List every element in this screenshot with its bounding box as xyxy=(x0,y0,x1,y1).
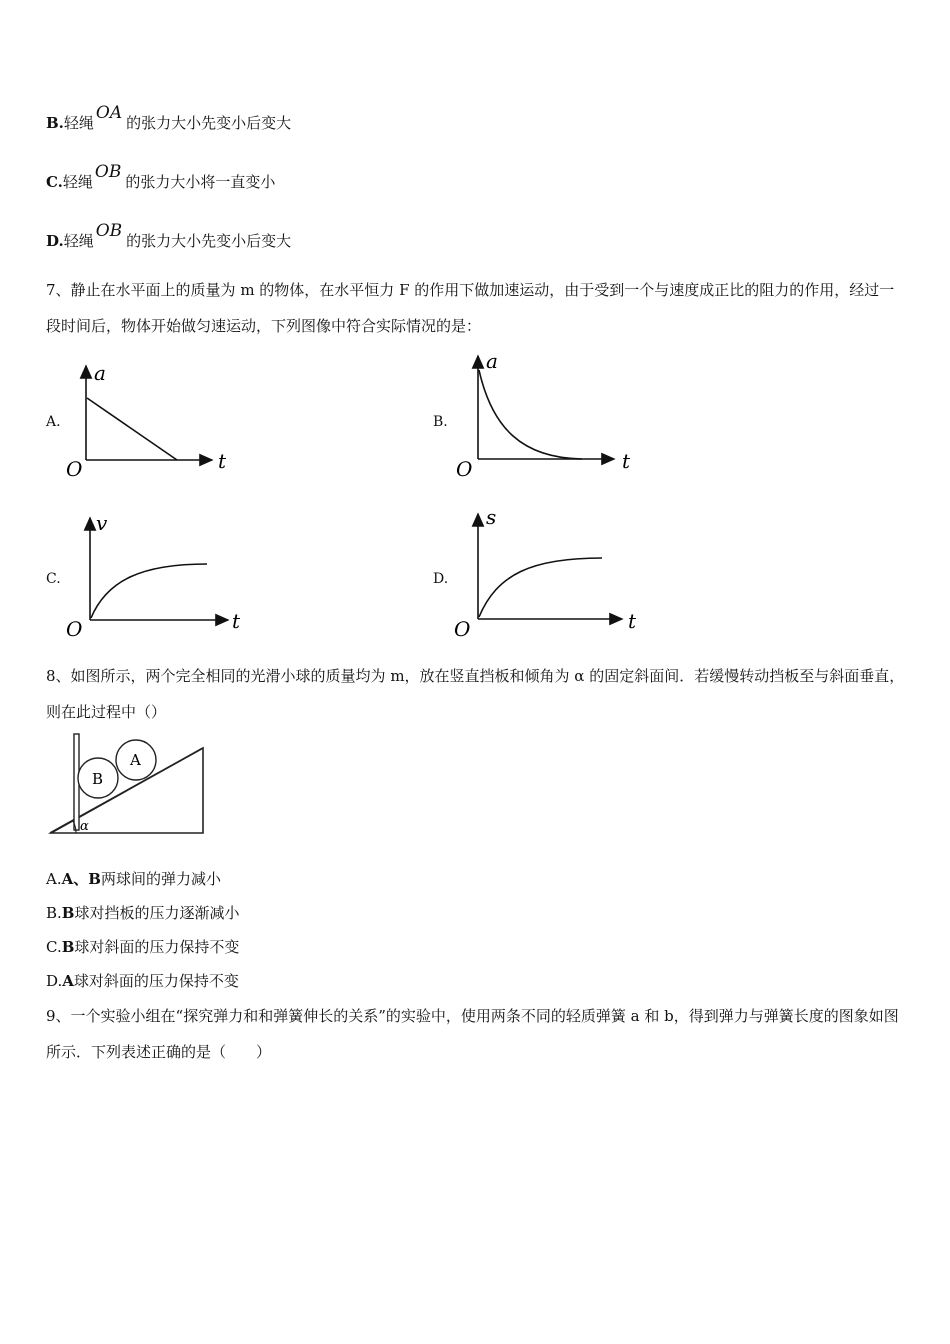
q6-option-c xyxy=(46,162,276,192)
q8-option-a xyxy=(46,868,221,889)
x-axis-label: t xyxy=(622,449,631,473)
origin-label: O xyxy=(454,617,471,641)
origin-label: O xyxy=(456,457,473,481)
option-prefix: 轻绳 xyxy=(63,114,94,132)
q8-option-b xyxy=(46,902,240,923)
option-prefix: 轻绳 xyxy=(63,232,94,250)
rope-symbol: OA xyxy=(95,103,123,123)
graph-d xyxy=(452,506,642,641)
graph-a xyxy=(60,358,240,483)
q6-option-b xyxy=(46,103,292,133)
incline-figure xyxy=(46,730,211,840)
option-text: 的张力大小先变小后变大 xyxy=(126,232,292,250)
angle-label: α xyxy=(80,819,89,834)
option-letter: C. xyxy=(46,938,62,956)
y-axis-label: a xyxy=(486,349,498,373)
option-subject: A xyxy=(62,972,74,990)
q8-option-c xyxy=(46,936,239,957)
rope-symbol: OB xyxy=(94,162,122,182)
option-letter: A. xyxy=(46,870,62,888)
x-axis-label: t xyxy=(218,449,227,473)
q6-option-d xyxy=(46,221,292,251)
graph-c xyxy=(62,512,252,642)
option-letter: D. xyxy=(46,972,63,990)
origin-label: O xyxy=(66,617,83,641)
origin-label: O xyxy=(66,457,83,481)
option-subject: B xyxy=(61,904,75,922)
x-axis-label: t xyxy=(628,609,637,633)
option-letter: C. xyxy=(46,173,63,191)
y-axis-label: v xyxy=(96,512,108,535)
ball-a-label: A xyxy=(130,751,141,769)
option-text: 球对斜面的压力保持不变 xyxy=(73,972,239,990)
question-7-text: 7、静止在水平面上的质量为 m 的物体，在水平恒力 F 的作用下做加速运动，由于受到一个与速度成正比的阻力的作用，经过一段时间后，物体开始做匀速运动，下列图像中符合实际情况的是： xyxy=(46,281,895,335)
y-axis-label: s xyxy=(486,506,497,529)
graph-c-label: C. xyxy=(46,571,61,587)
option-letter: D. xyxy=(46,232,64,250)
ball-b-label: B xyxy=(92,770,104,788)
option-text: 两球间的弹力减小 xyxy=(100,870,221,888)
question-8-text: 8、如图所示，两个完全相同的光滑小球的质量均为 m，放在竖直挡板和倾角为 α 的固定斜面间．若缓慢转动挡板至与斜面垂直，则在此过程中（） xyxy=(46,667,905,721)
displacement-curve xyxy=(479,558,602,617)
option-prefix: 轻绳 xyxy=(62,173,93,191)
option-letter: B. xyxy=(46,904,62,922)
graph-b-label: B. xyxy=(433,414,448,430)
option-text: 的张力大小先变小后变大 xyxy=(126,114,292,132)
graph-a-label: A. xyxy=(46,414,61,430)
q8-option-d xyxy=(46,970,239,991)
rope-symbol: OB xyxy=(95,221,123,241)
option-subject: A、B xyxy=(61,870,101,888)
question-9-text: 9、一个实验小组在“探究弹力和和弹簧伸长的关系”的实验中，使用两条不同的轻质弹簧 a 和 b，得到弹力与弹簧长度的图象如图所示．下列表述正确的是（ ） xyxy=(46,1007,899,1061)
graph-d-label: D. xyxy=(433,571,449,587)
option-text: 球对斜面的压力保持不变 xyxy=(74,938,240,956)
graph-b xyxy=(452,348,642,483)
option-text: 的张力大小将一直变小 xyxy=(125,173,276,191)
x-axis-label: t xyxy=(232,609,241,633)
velocity-curve xyxy=(91,564,207,618)
decay-curve xyxy=(479,370,582,459)
curve-line xyxy=(87,398,177,460)
option-subject: B xyxy=(61,938,75,956)
option-letter: B. xyxy=(46,114,64,132)
option-text: 球对挡板的压力逐渐减小 xyxy=(74,904,240,922)
y-axis-label: a xyxy=(94,361,106,385)
